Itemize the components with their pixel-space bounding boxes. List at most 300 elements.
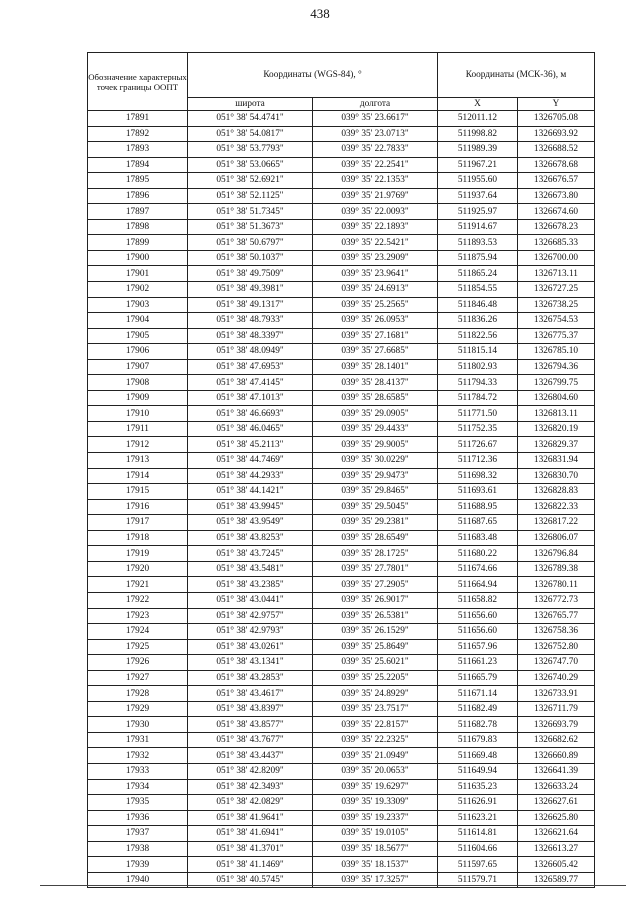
table-row	[88, 624, 595, 640]
longitude-cell: 039° 35' 20.0653"	[313, 763, 438, 779]
table-row	[88, 748, 595, 764]
y-coordinate-cell: 1326713.11	[518, 266, 595, 282]
table-row	[88, 313, 595, 329]
x-coordinate-cell: 512011.12	[438, 111, 518, 127]
point-id-cell: 17912	[88, 437, 188, 453]
longitude-cell: 039° 35' 19.6297"	[313, 779, 438, 795]
longitude-cell: 039° 35' 29.9005"	[313, 437, 438, 453]
point-id-cell: 17907	[88, 359, 188, 375]
x-coordinate-cell: 511604.66	[438, 841, 518, 857]
longitude-cell: 039° 35' 28.6585"	[313, 390, 438, 406]
y-coordinate-cell: 1326830.70	[518, 468, 595, 484]
table-row	[88, 639, 595, 655]
table-row	[88, 282, 595, 298]
x-coordinate-cell: 511626.91	[438, 795, 518, 811]
longitude-cell: 039° 35' 22.8157"	[313, 717, 438, 733]
x-coordinate-cell: 511614.81	[438, 826, 518, 842]
point-id-cell: 17893	[88, 142, 188, 158]
latitude-cell: 051° 38' 41.6941"	[188, 826, 313, 842]
table-row	[88, 763, 595, 779]
latitude-cell: 051° 38' 42.9793"	[188, 624, 313, 640]
point-id-cell: 17917	[88, 515, 188, 531]
point-id-cell: 17923	[88, 608, 188, 624]
point-id-cell: 17926	[88, 655, 188, 671]
y-coordinate-cell: 1326794.36	[518, 359, 595, 375]
point-id-cell: 17906	[88, 344, 188, 360]
header-point-label: Обозначение характерных точек границы ООПТ	[88, 53, 188, 111]
x-coordinate-cell: 511661.23	[438, 655, 518, 671]
longitude-cell: 039° 35' 27.2905"	[313, 577, 438, 593]
x-coordinate-cell: 511989.39	[438, 142, 518, 158]
table-row	[88, 686, 595, 702]
y-coordinate-cell: 1326613.27	[518, 841, 595, 857]
table-row	[88, 421, 595, 437]
table-row	[88, 235, 595, 251]
x-coordinate-cell: 511794.33	[438, 375, 518, 391]
point-id-cell: 17938	[88, 841, 188, 857]
longitude-cell: 039° 35' 30.0229"	[313, 453, 438, 469]
table-row	[88, 142, 595, 158]
latitude-cell: 051° 38' 44.2933"	[188, 468, 313, 484]
latitude-cell: 051° 38' 41.1469"	[188, 857, 313, 873]
point-id-cell: 17915	[88, 484, 188, 500]
page-number: 438	[310, 6, 330, 21]
longitude-cell: 039° 35' 22.2541"	[313, 157, 438, 173]
latitude-cell: 051° 38' 42.3493"	[188, 779, 313, 795]
y-coordinate-cell: 1326705.08	[518, 111, 595, 127]
longitude-cell: 039° 35' 27.7801"	[313, 561, 438, 577]
x-coordinate-cell: 511955.60	[438, 173, 518, 189]
latitude-cell: 051° 38' 43.0261"	[188, 639, 313, 655]
point-id-cell: 17900	[88, 250, 188, 266]
point-id-cell: 17909	[88, 390, 188, 406]
longitude-cell: 039° 35' 26.1529"	[313, 624, 438, 640]
longitude-cell: 039° 35' 23.7517"	[313, 701, 438, 717]
y-coordinate-cell: 1326804.60	[518, 390, 595, 406]
longitude-cell: 039° 35' 26.9017"	[313, 592, 438, 608]
latitude-cell: 051° 38' 43.8253"	[188, 530, 313, 546]
latitude-cell: 051° 38' 46.6693"	[188, 406, 313, 422]
point-id-cell: 17904	[88, 313, 188, 329]
table-row	[88, 250, 595, 266]
point-id-cell: 17913	[88, 453, 188, 469]
latitude-cell: 051° 38' 49.1317"	[188, 297, 313, 313]
x-coordinate-cell: 511688.95	[438, 499, 518, 515]
point-id-cell: 17918	[88, 530, 188, 546]
latitude-cell: 051° 38' 51.7345"	[188, 204, 313, 220]
longitude-cell: 039° 35' 18.5677"	[313, 841, 438, 857]
y-coordinate-cell: 1326678.68	[518, 157, 595, 173]
latitude-cell: 051° 38' 50.1037"	[188, 250, 313, 266]
x-coordinate-cell: 511815.14	[438, 344, 518, 360]
longitude-cell: 039° 35' 27.6685"	[313, 344, 438, 360]
x-coordinate-cell: 511623.21	[438, 810, 518, 826]
y-coordinate-cell: 1326627.61	[518, 795, 595, 811]
latitude-cell: 051° 38' 40.5745"	[188, 872, 313, 888]
longitude-cell: 039° 35' 28.1725"	[313, 546, 438, 562]
header-longitude: долгота	[313, 98, 438, 111]
table-row	[88, 592, 595, 608]
x-coordinate-cell: 511682.49	[438, 701, 518, 717]
y-coordinate-cell: 1326688.52	[518, 142, 595, 158]
latitude-cell: 051° 38' 43.8577"	[188, 717, 313, 733]
y-coordinate-cell: 1326733.91	[518, 686, 595, 702]
latitude-cell: 051° 38' 41.3701"	[188, 841, 313, 857]
latitude-cell: 051° 38' 43.2853"	[188, 670, 313, 686]
y-coordinate-cell: 1326685.33	[518, 235, 595, 251]
table-row	[88, 546, 595, 562]
point-id-cell: 17898	[88, 219, 188, 235]
header-msk36: Координаты (МСК-36), м	[438, 53, 595, 98]
point-id-cell: 17927	[88, 670, 188, 686]
table-row	[88, 826, 595, 842]
table-row	[88, 375, 595, 391]
longitude-cell: 039° 35' 21.9769"	[313, 188, 438, 204]
longitude-cell: 039° 35' 22.0093"	[313, 204, 438, 220]
table-row	[88, 453, 595, 469]
y-coordinate-cell: 1326676.57	[518, 173, 595, 189]
x-coordinate-cell: 511682.78	[438, 717, 518, 733]
latitude-cell: 051° 38' 43.0441"	[188, 592, 313, 608]
y-coordinate-cell: 1326660.89	[518, 748, 595, 764]
longitude-cell: 039° 35' 23.9641"	[313, 266, 438, 282]
y-coordinate-cell: 1326625.80	[518, 810, 595, 826]
point-id-cell: 17892	[88, 126, 188, 142]
table-row	[88, 297, 595, 313]
latitude-cell: 051° 38' 50.6797"	[188, 235, 313, 251]
latitude-cell: 051° 38' 42.8209"	[188, 763, 313, 779]
table-row	[88, 173, 595, 189]
x-coordinate-cell: 511656.60	[438, 624, 518, 640]
table-row	[88, 670, 595, 686]
table-row	[88, 561, 595, 577]
x-coordinate-cell: 511665.79	[438, 670, 518, 686]
longitude-cell: 039° 35' 22.1353"	[313, 173, 438, 189]
latitude-cell: 051° 38' 54.4741"	[188, 111, 313, 127]
table-row	[88, 608, 595, 624]
x-coordinate-cell: 511726.67	[438, 437, 518, 453]
longitude-cell: 039° 35' 18.1537"	[313, 857, 438, 873]
y-coordinate-cell: 1326693.92	[518, 126, 595, 142]
table-row	[88, 717, 595, 733]
latitude-cell: 051° 38' 49.3981"	[188, 282, 313, 298]
latitude-cell: 051° 38' 43.4437"	[188, 748, 313, 764]
longitude-cell: 039° 35' 23.6617"	[313, 111, 438, 127]
y-coordinate-cell: 1326780.11	[518, 577, 595, 593]
table-row	[88, 328, 595, 344]
point-id-cell: 17928	[88, 686, 188, 702]
latitude-cell: 051° 38' 41.9641"	[188, 810, 313, 826]
point-id-cell: 17940	[88, 872, 188, 888]
x-coordinate-cell: 511579.71	[438, 872, 518, 888]
x-coordinate-cell: 511925.97	[438, 204, 518, 220]
latitude-cell: 051° 38' 48.0949"	[188, 344, 313, 360]
longitude-cell: 039° 35' 29.5045"	[313, 499, 438, 515]
x-coordinate-cell: 511784.72	[438, 390, 518, 406]
latitude-cell: 051° 38' 43.8397"	[188, 701, 313, 717]
latitude-cell: 051° 38' 43.7245"	[188, 546, 313, 562]
table-row	[88, 499, 595, 515]
point-id-cell: 17935	[88, 795, 188, 811]
x-coordinate-cell: 511875.94	[438, 250, 518, 266]
y-coordinate-cell: 1326758.36	[518, 624, 595, 640]
point-id-cell: 17910	[88, 406, 188, 422]
point-id-cell: 17922	[88, 592, 188, 608]
longitude-cell: 039° 35' 26.0953"	[313, 313, 438, 329]
table-row	[88, 406, 595, 422]
latitude-cell: 051° 38' 47.6953"	[188, 359, 313, 375]
y-coordinate-cell: 1326641.39	[518, 763, 595, 779]
latitude-cell: 051° 38' 43.7677"	[188, 732, 313, 748]
y-coordinate-cell: 1326813.11	[518, 406, 595, 422]
point-id-cell: 17895	[88, 173, 188, 189]
x-coordinate-cell: 511822.56	[438, 328, 518, 344]
y-coordinate-cell: 1326820.19	[518, 421, 595, 437]
longitude-cell: 039° 35' 24.6913"	[313, 282, 438, 298]
table-row	[88, 359, 595, 375]
point-id-cell: 17896	[88, 188, 188, 204]
point-id-cell: 17932	[88, 748, 188, 764]
y-coordinate-cell: 1326747.70	[518, 655, 595, 671]
longitude-cell: 039° 35' 29.4433"	[313, 421, 438, 437]
table-row	[88, 857, 595, 873]
longitude-cell: 039° 35' 28.6549"	[313, 530, 438, 546]
x-coordinate-cell: 511865.24	[438, 266, 518, 282]
x-coordinate-cell: 511693.61	[438, 484, 518, 500]
longitude-cell: 039° 35' 22.5421"	[313, 235, 438, 251]
x-coordinate-cell: 511658.82	[438, 592, 518, 608]
table-row	[88, 732, 595, 748]
table-row	[88, 779, 595, 795]
latitude-cell: 051° 38' 51.3673"	[188, 219, 313, 235]
table-row	[88, 219, 595, 235]
x-coordinate-cell: 511656.60	[438, 608, 518, 624]
longitude-cell: 039° 35' 29.2381"	[313, 515, 438, 531]
y-coordinate-cell: 1326754.53	[518, 313, 595, 329]
longitude-cell: 039° 35' 27.1681"	[313, 328, 438, 344]
y-coordinate-cell: 1326789.38	[518, 561, 595, 577]
y-coordinate-cell: 1326831.94	[518, 453, 595, 469]
point-id-cell: 17891	[88, 111, 188, 127]
latitude-cell: 051° 38' 44.7469"	[188, 453, 313, 469]
point-id-cell: 17914	[88, 468, 188, 484]
latitude-cell: 051° 38' 44.1421"	[188, 484, 313, 500]
x-coordinate-cell: 511698.32	[438, 468, 518, 484]
longitude-cell: 039° 35' 22.2325"	[313, 732, 438, 748]
y-coordinate-cell: 1326605.42	[518, 857, 595, 873]
latitude-cell: 051° 38' 43.9945"	[188, 499, 313, 515]
table-row	[88, 111, 595, 127]
x-coordinate-cell: 511967.21	[438, 157, 518, 173]
latitude-cell: 051° 38' 42.9757"	[188, 608, 313, 624]
table-row	[88, 468, 595, 484]
point-id-cell: 17903	[88, 297, 188, 313]
y-coordinate-cell: 1326633.24	[518, 779, 595, 795]
latitude-cell: 051° 38' 52.6921"	[188, 173, 313, 189]
x-coordinate-cell: 511680.22	[438, 546, 518, 562]
x-coordinate-cell: 511998.82	[438, 126, 518, 142]
x-coordinate-cell: 511802.93	[438, 359, 518, 375]
y-coordinate-cell: 1326799.75	[518, 375, 595, 391]
y-coordinate-cell: 1326673.80	[518, 188, 595, 204]
header-y: Y	[518, 98, 595, 111]
longitude-cell: 039° 35' 19.2337"	[313, 810, 438, 826]
latitude-cell: 051° 38' 45.2113"	[188, 437, 313, 453]
longitude-cell: 039° 35' 22.7833"	[313, 142, 438, 158]
header-x: X	[438, 98, 518, 111]
longitude-cell: 039° 35' 25.8649"	[313, 639, 438, 655]
point-id-cell: 17908	[88, 375, 188, 391]
header-latitude: широта	[188, 98, 313, 111]
point-id-cell: 17905	[88, 328, 188, 344]
x-coordinate-cell: 511771.50	[438, 406, 518, 422]
point-id-cell: 17894	[88, 157, 188, 173]
point-id-cell: 17939	[88, 857, 188, 873]
x-coordinate-cell: 511836.26	[438, 313, 518, 329]
longitude-cell: 039° 35' 24.8929"	[313, 686, 438, 702]
latitude-cell: 051° 38' 43.5481"	[188, 561, 313, 577]
x-coordinate-cell: 511712.36	[438, 453, 518, 469]
y-coordinate-cell: 1326817.22	[518, 515, 595, 531]
table-row	[88, 655, 595, 671]
table-row	[88, 157, 595, 173]
y-coordinate-cell: 1326765.77	[518, 608, 595, 624]
y-coordinate-cell: 1326674.60	[518, 204, 595, 220]
latitude-cell: 051° 38' 47.1013"	[188, 390, 313, 406]
latitude-cell: 051° 38' 46.0465"	[188, 421, 313, 437]
point-id-cell: 17899	[88, 235, 188, 251]
point-id-cell: 17901	[88, 266, 188, 282]
y-coordinate-cell: 1326806.07	[518, 530, 595, 546]
x-coordinate-cell: 511669.48	[438, 748, 518, 764]
latitude-cell: 051° 38' 49.7509"	[188, 266, 313, 282]
latitude-cell: 051° 38' 43.9549"	[188, 515, 313, 531]
table-row	[88, 841, 595, 857]
longitude-cell: 039° 35' 21.0949"	[313, 748, 438, 764]
y-coordinate-cell: 1326693.79	[518, 717, 595, 733]
y-coordinate-cell: 1326682.62	[518, 732, 595, 748]
latitude-cell: 051° 38' 43.2385"	[188, 577, 313, 593]
point-id-cell: 17937	[88, 826, 188, 842]
x-coordinate-cell: 511752.35	[438, 421, 518, 437]
point-id-cell: 17921	[88, 577, 188, 593]
latitude-cell: 051° 38' 54.0817"	[188, 126, 313, 142]
bottom-rule	[40, 885, 626, 886]
x-coordinate-cell: 511664.94	[438, 577, 518, 593]
longitude-cell: 039° 35' 22.1893"	[313, 219, 438, 235]
point-id-cell: 17897	[88, 204, 188, 220]
x-coordinate-cell: 511649.94	[438, 763, 518, 779]
x-coordinate-cell: 511893.53	[438, 235, 518, 251]
coordinates-table	[87, 52, 595, 888]
table-row	[88, 266, 595, 282]
y-coordinate-cell: 1326752.80	[518, 639, 595, 655]
y-coordinate-cell: 1326822.33	[518, 499, 595, 515]
y-coordinate-cell: 1326785.10	[518, 344, 595, 360]
y-coordinate-cell: 1326727.25	[518, 282, 595, 298]
point-id-cell: 17936	[88, 810, 188, 826]
latitude-cell: 051° 38' 47.4145"	[188, 375, 313, 391]
y-coordinate-cell: 1326711.79	[518, 701, 595, 717]
y-coordinate-cell: 1326775.37	[518, 328, 595, 344]
latitude-cell: 051° 38' 48.3397"	[188, 328, 313, 344]
longitude-cell: 039° 35' 26.5381"	[313, 608, 438, 624]
x-coordinate-cell: 511679.83	[438, 732, 518, 748]
longitude-cell: 039° 35' 19.3309"	[313, 795, 438, 811]
point-id-cell: 17931	[88, 732, 188, 748]
x-coordinate-cell: 511657.96	[438, 639, 518, 655]
point-id-cell: 17933	[88, 763, 188, 779]
latitude-cell: 051° 38' 53.0665"	[188, 157, 313, 173]
latitude-cell: 051° 38' 43.1341"	[188, 655, 313, 671]
latitude-cell: 051° 38' 48.7933"	[188, 313, 313, 329]
point-id-cell: 17924	[88, 624, 188, 640]
table-row	[88, 701, 595, 717]
table-row	[88, 188, 595, 204]
longitude-cell: 039° 35' 19.0105"	[313, 826, 438, 842]
table-row	[88, 810, 595, 826]
y-coordinate-cell: 1326700.00	[518, 250, 595, 266]
longitude-cell: 039° 35' 28.1401"	[313, 359, 438, 375]
point-id-cell: 17925	[88, 639, 188, 655]
longitude-cell: 039° 35' 25.2205"	[313, 670, 438, 686]
x-coordinate-cell: 511674.66	[438, 561, 518, 577]
longitude-cell: 039° 35' 28.4137"	[313, 375, 438, 391]
table-row	[88, 484, 595, 500]
latitude-cell: 051° 38' 42.0829"	[188, 795, 313, 811]
x-coordinate-cell: 511937.64	[438, 188, 518, 204]
y-coordinate-cell: 1326740.29	[518, 670, 595, 686]
longitude-cell: 039° 35' 23.0713"	[313, 126, 438, 142]
y-coordinate-cell: 1326678.23	[518, 219, 595, 235]
table-row	[88, 390, 595, 406]
y-coordinate-cell: 1326589.77	[518, 872, 595, 888]
point-id-cell: 17916	[88, 499, 188, 515]
longitude-cell: 039° 35' 17.3257"	[313, 872, 438, 888]
x-coordinate-cell: 511597.65	[438, 857, 518, 873]
x-coordinate-cell: 511683.48	[438, 530, 518, 546]
longitude-cell: 039° 35' 23.2909"	[313, 250, 438, 266]
y-coordinate-cell: 1326738.25	[518, 297, 595, 313]
longitude-cell: 039° 35' 29.9473"	[313, 468, 438, 484]
point-id-cell: 17929	[88, 701, 188, 717]
x-coordinate-cell: 511854.55	[438, 282, 518, 298]
longitude-cell: 039° 35' 29.0905"	[313, 406, 438, 422]
table-row	[88, 437, 595, 453]
table-row	[88, 577, 595, 593]
table-row	[88, 344, 595, 360]
longitude-cell: 039° 35' 25.6021"	[313, 655, 438, 671]
table-row	[88, 515, 595, 531]
x-coordinate-cell: 511914.67	[438, 219, 518, 235]
x-coordinate-cell: 511671.14	[438, 686, 518, 702]
point-id-cell: 17919	[88, 546, 188, 562]
y-coordinate-cell: 1326796.84	[518, 546, 595, 562]
y-coordinate-cell: 1326621.64	[518, 826, 595, 842]
table-row	[88, 795, 595, 811]
header-wgs84: Координаты (WGS-84), °	[188, 53, 438, 98]
point-id-cell: 17934	[88, 779, 188, 795]
latitude-cell: 051° 38' 52.1125"	[188, 188, 313, 204]
latitude-cell: 051° 38' 53.7793"	[188, 142, 313, 158]
table-row	[88, 126, 595, 142]
x-coordinate-cell: 511846.48	[438, 297, 518, 313]
point-id-cell: 17902	[88, 282, 188, 298]
point-id-cell: 17920	[88, 561, 188, 577]
y-coordinate-cell: 1326772.73	[518, 592, 595, 608]
x-coordinate-cell: 511687.65	[438, 515, 518, 531]
y-coordinate-cell: 1326829.37	[518, 437, 595, 453]
